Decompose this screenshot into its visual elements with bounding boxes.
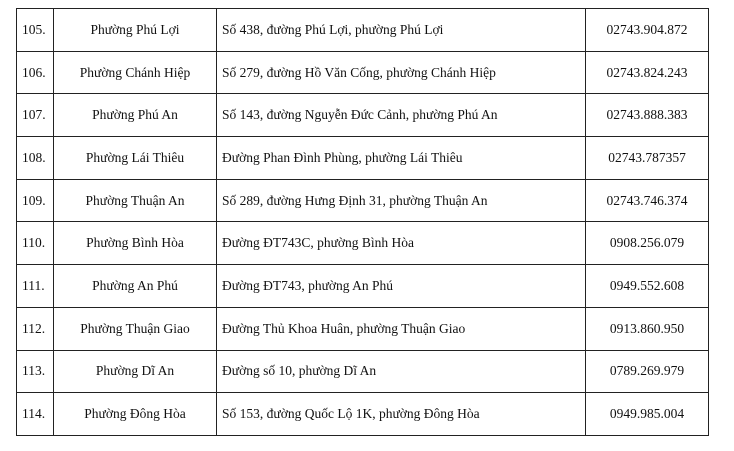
- ward-address: Số 143, đường Nguyễn Đức Cảnh, phường Phú An: [217, 94, 586, 137]
- ward-name: Phường Bình Hòa: [54, 222, 217, 265]
- ward-address: Đường ĐT743, phường An Phú: [217, 265, 586, 308]
- phone-number: 02743.746.374: [586, 179, 709, 222]
- table-row: [17, 9, 709, 52]
- ward-address: Đường Phan Đình Phùng, phường Lái Thiêu: [217, 137, 586, 180]
- table-body: [17, 9, 709, 436]
- table-row: [17, 51, 709, 94]
- ward-name: Phường Dĩ An: [54, 350, 217, 393]
- row-number: 110.: [17, 222, 54, 265]
- ward-address: Đường số 10, phường Dĩ An: [217, 350, 586, 393]
- ward-name: Phường Thuận Giao: [54, 307, 217, 350]
- ward-name: Phường Thuận An: [54, 179, 217, 222]
- row-number: 106.: [17, 51, 54, 94]
- phone-number: 02743.824.243: [586, 51, 709, 94]
- ward-name: Phường Đông Hòa: [54, 393, 217, 436]
- row-number: 114.: [17, 393, 54, 436]
- row-number: 111.: [17, 265, 54, 308]
- ward-address: Số 153, đường Quốc Lộ 1K, phường Đông Hòa: [217, 393, 586, 436]
- phone-number: 0908.256.079: [586, 222, 709, 265]
- phone-number: 02743.888.383: [586, 94, 709, 137]
- table-row: [17, 137, 709, 180]
- phone-number: 0949.552.608: [586, 265, 709, 308]
- ward-name: Phường Phú Lợi: [54, 9, 217, 52]
- phone-number: 0949.985.004: [586, 393, 709, 436]
- ward-name: Phường Phú An: [54, 94, 217, 137]
- table-row: [17, 222, 709, 265]
- table-row: [17, 393, 709, 436]
- row-number: 107.: [17, 94, 54, 137]
- ward-address: Số 279, đường Hồ Văn Cống, phường Chánh Hiệp: [217, 51, 586, 94]
- table-row: [17, 265, 709, 308]
- table-row: [17, 179, 709, 222]
- phone-number: 0913.860.950: [586, 307, 709, 350]
- ward-name: Phường Lái Thiêu: [54, 137, 217, 180]
- ward-name: Phường Chánh Hiệp: [54, 51, 217, 94]
- ward-address-table: [16, 8, 709, 436]
- ward-address: Đường ĐT743C, phường Bình Hòa: [217, 222, 586, 265]
- table-row: [17, 94, 709, 137]
- ward-address: Đường Thủ Khoa Huân, phường Thuận Giao: [217, 307, 586, 350]
- row-number: 112.: [17, 307, 54, 350]
- ward-address: Số 289, đường Hưng Định 31, phường Thuận An: [217, 179, 586, 222]
- ward-name: Phường An Phú: [54, 265, 217, 308]
- row-number: 108.: [17, 137, 54, 180]
- table-row: [17, 350, 709, 393]
- row-number: 113.: [17, 350, 54, 393]
- row-number: 105.: [17, 9, 54, 52]
- row-number: 109.: [17, 179, 54, 222]
- phone-number: 02743.904.872: [586, 9, 709, 52]
- ward-address: Số 438, đường Phú Lợi, phường Phú Lợi: [217, 9, 586, 52]
- phone-number: 02743.787357: [586, 137, 709, 180]
- table-row: [17, 307, 709, 350]
- phone-number: 0789.269.979: [586, 350, 709, 393]
